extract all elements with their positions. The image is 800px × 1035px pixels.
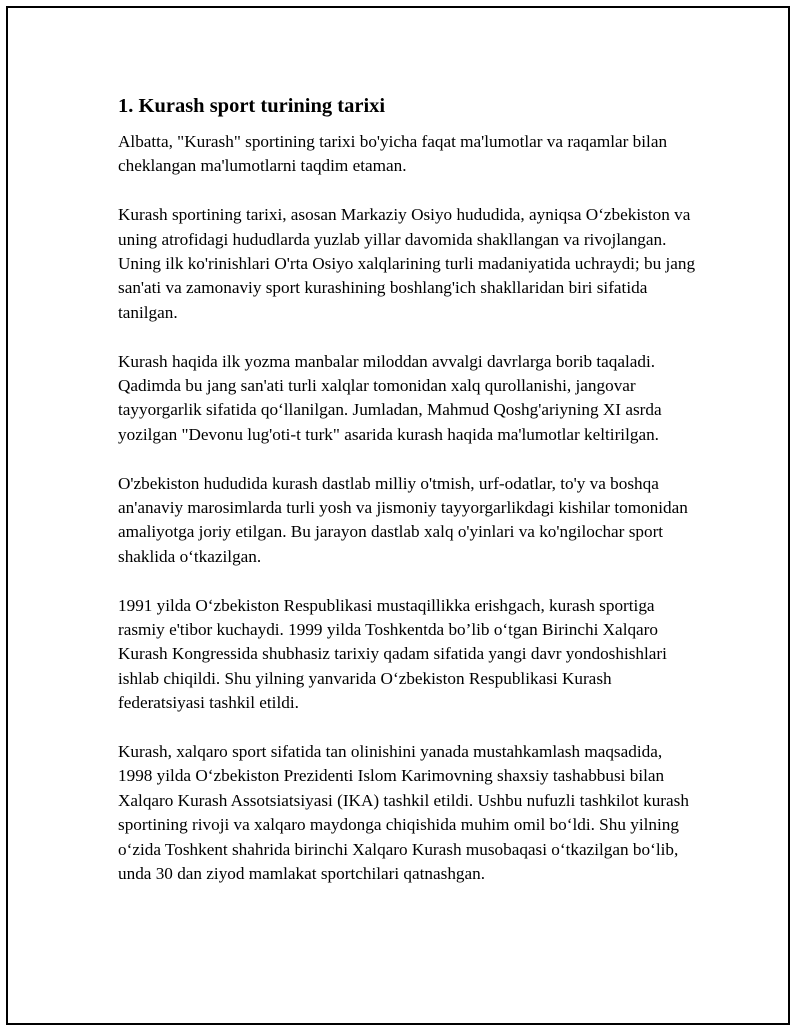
paragraph-history-origins: Kurash sportining tarixi, asosan Markaziy Osiyo hududida, ayniqsa O‘zbekiston va uning atrofidagi hududlarda yuzlab yillar davomida shakllangan va rivojlangan. Uning ilk ko'rinishlari O'rta Osiyo xalqlarining turli madaniyatida uchraydi; bu jang san'ati va zamonaviy sport kurashining boshlang'ich shakllaridan biri sifatida tanilgan. (118, 205, 696, 322)
paragraph-traditional-practice: O'zbekiston hududida kurash dastlab milliy o'tmish, urf-odatlar, to'y va boshqa an'anaviy marosimlarda turli yosh va jismoniy tayyorgarlikdagi kishilar tomonidan amaliyotga joriy etilgan. Bu jarayon dastlab xalq o'yinlari va ko'ngilochar sport shaklida o‘tkazilgan. (118, 473, 688, 566)
document-body (118, 92, 698, 911)
paragraph-international-association: Kurash, xalqaro sport sifatida tan olinishini yanada mustahkamlash maqsadida, 1998 yilda O‘zbekiston Prezidenti Islom Karimovning shaxsiy tashabbusi bilan Xalqaro Kurash Assotsiatsiyasi (IKA) tashkil etildi. Ushbu nufuzli tashkilot kurash sportining rivoji va xalqaro maydonga chiqishida muhim omil bo‘ldi. Shu yilning o‘zida Toshkent shahrida birinchi Xalqaro Kurash musobaqasi o‘tkazilgan bo‘lib, unda 30 dan ziyod mamlakat sportchilari qatnashgan. (118, 742, 689, 884)
paragraph-independence-era: 1991 yilda O‘zbekiston Respublikasi mustaqillikka erishgach, kurash sportiga rasmiy e'tibor kuchaydi. 1999 yilda Toshkentda bo’lib o‘tgan Birinchi Xalqaro Kurash Kongressida shubhasiz tarixiy qadam sifatida yangi davr yondoshishlari ishlab chiqildi. Shu yilning yanvarida O‘zbekiston Respublikasi Kurash federatsiyasi tashkil etildi. (118, 595, 667, 713)
section-title: 1. Kurash sport turining tarixi (118, 95, 386, 117)
paragraph-intro: Albatta, "Kurash" sportining tarixi bo'yicha faqat ma'lumotlar va raqamlar bilan cheklangan ma'lumotlarni taqdim etaman. (118, 132, 668, 176)
paragraph-written-sources: Kurash haqida ilk yozma manbalar miloddan avvalgi davrlarga borib taqaladi. Qadimda bu jang san'ati turli xalqlar tomonidan xalq qurollanishi, jangovar tayyorgarlik sifatida qo‘llanilgan. Jumladan, Mahmud Qoshg'ariyning XI asrda yozilgan "Devonu lug'oti-t turk" asarida kurash haqida ma'lumotlar keltirilgan. (118, 351, 662, 444)
